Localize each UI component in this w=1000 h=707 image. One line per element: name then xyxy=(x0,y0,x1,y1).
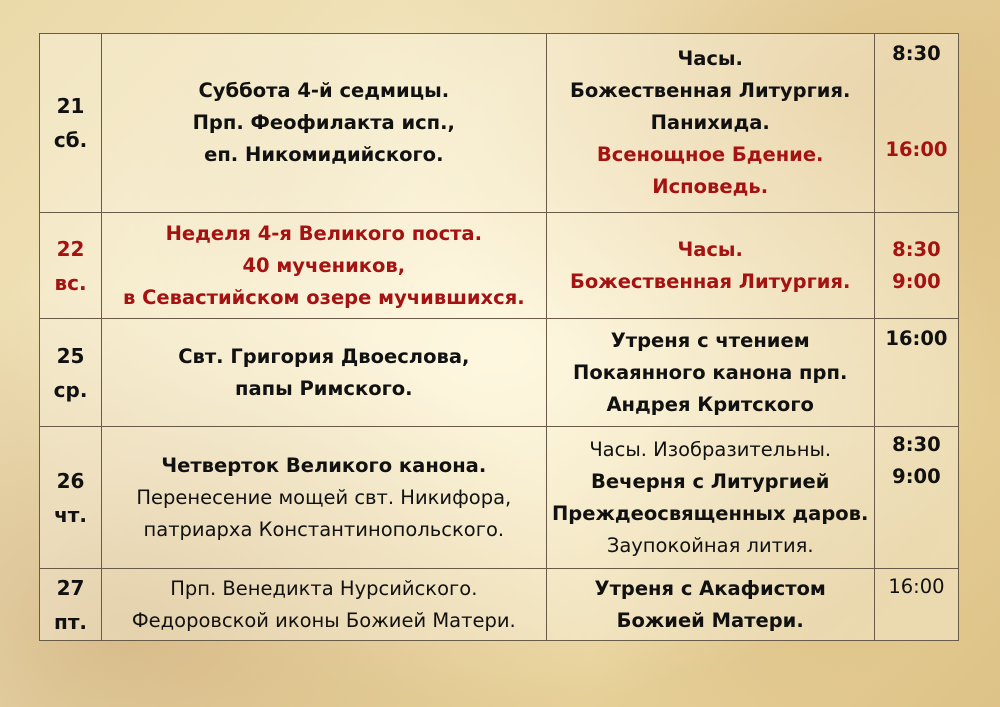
feast-line: Свт. Григория Двоеслова, xyxy=(178,344,470,368)
time-value: 16:00 xyxy=(888,575,945,598)
time-value: 8:30 xyxy=(892,42,941,65)
service-line: Божественная Литургия. xyxy=(570,269,851,293)
time-value: 8:30 xyxy=(892,433,941,456)
feast-line: Неделя 4-я Великого поста. xyxy=(165,221,482,245)
feast-line: Четверток Великого канона. xyxy=(161,453,487,477)
service-line: Утреня с чтением xyxy=(610,328,810,352)
table-row xyxy=(40,427,959,569)
service-line: Панихида. xyxy=(650,111,770,134)
time-cell xyxy=(874,319,958,427)
feast-line: патриарха Константинопольского. xyxy=(143,517,505,541)
service-line: Заупокойная лития. xyxy=(606,533,814,557)
feast-line: 40 мучеников, xyxy=(242,253,406,277)
feast-line: Суббота 4-й седмицы. xyxy=(198,79,450,102)
day-number: 26 xyxy=(56,468,85,493)
weekday: пт. xyxy=(54,609,88,634)
table-row xyxy=(40,34,959,213)
date-cell xyxy=(40,34,102,213)
services-cell xyxy=(546,213,874,319)
feast-line: Прп. Феофилакта исп., xyxy=(192,111,455,134)
feast-line: Прп. Венедикта Нурсийского. xyxy=(170,576,478,600)
service-line: Утреня с Акафистом xyxy=(594,576,826,600)
feast-cell xyxy=(102,319,546,427)
feast-line: в Севастийском озере мучившихся. xyxy=(122,285,525,309)
service-line: Вечерня с Литургией xyxy=(591,469,830,493)
service-line: Часы. xyxy=(677,47,743,70)
feast-line: Перенесение мощей свт. Никифора, xyxy=(136,485,512,509)
time-cell xyxy=(874,427,958,569)
weekday: сб. xyxy=(53,128,88,152)
service-line: Часы. Изобразительны. xyxy=(589,437,832,461)
table-row xyxy=(40,213,959,319)
time-value: 9:00 xyxy=(892,465,941,488)
feast-line: еп. Никомидийского. xyxy=(204,143,444,166)
services-cell xyxy=(546,319,874,427)
time-cell xyxy=(874,213,958,319)
service-line: Всенощное Бдение. xyxy=(596,143,824,166)
services-cell xyxy=(546,427,874,569)
service-line: Покаянного канона прп. xyxy=(573,360,848,384)
date-cell xyxy=(40,569,102,641)
day-number: 25 xyxy=(56,343,85,368)
table-row xyxy=(40,569,959,641)
time-value: 9:00 xyxy=(892,269,941,293)
day-number: 22 xyxy=(56,236,85,261)
feast-line: папы Римского. xyxy=(234,376,413,400)
schedule-table xyxy=(39,33,959,641)
feast-line: Федоровской иконы Божией Матери. xyxy=(131,608,516,632)
table-row xyxy=(40,319,959,427)
time-value: 16:00 xyxy=(885,138,948,161)
date-cell xyxy=(40,213,102,319)
day-number: 27 xyxy=(56,575,85,600)
services-cell xyxy=(546,34,874,213)
feast-cell xyxy=(102,34,546,213)
date-cell xyxy=(40,427,102,569)
service-line: Преждеосвященных даров. xyxy=(551,501,869,525)
service-line: Андрея Критского xyxy=(606,392,814,416)
time-cell xyxy=(874,34,958,213)
date-cell xyxy=(40,319,102,427)
time-value: 8:30 xyxy=(892,237,941,261)
service-line: Исповедь. xyxy=(652,175,769,198)
time-cell xyxy=(874,569,958,641)
feast-cell xyxy=(102,569,546,641)
services-cell xyxy=(546,569,874,641)
service-line: Часы. xyxy=(677,237,743,261)
feast-cell xyxy=(102,427,546,569)
service-line: Божественная Литургия. xyxy=(570,79,851,102)
weekday: вс. xyxy=(54,270,87,295)
feast-cell xyxy=(102,213,546,319)
service-line: Божией Матери. xyxy=(616,608,804,632)
weekday: чт. xyxy=(54,502,87,527)
time-value: 16:00 xyxy=(885,327,948,350)
day-number: 21 xyxy=(56,94,85,118)
weekday: ср. xyxy=(53,377,88,402)
